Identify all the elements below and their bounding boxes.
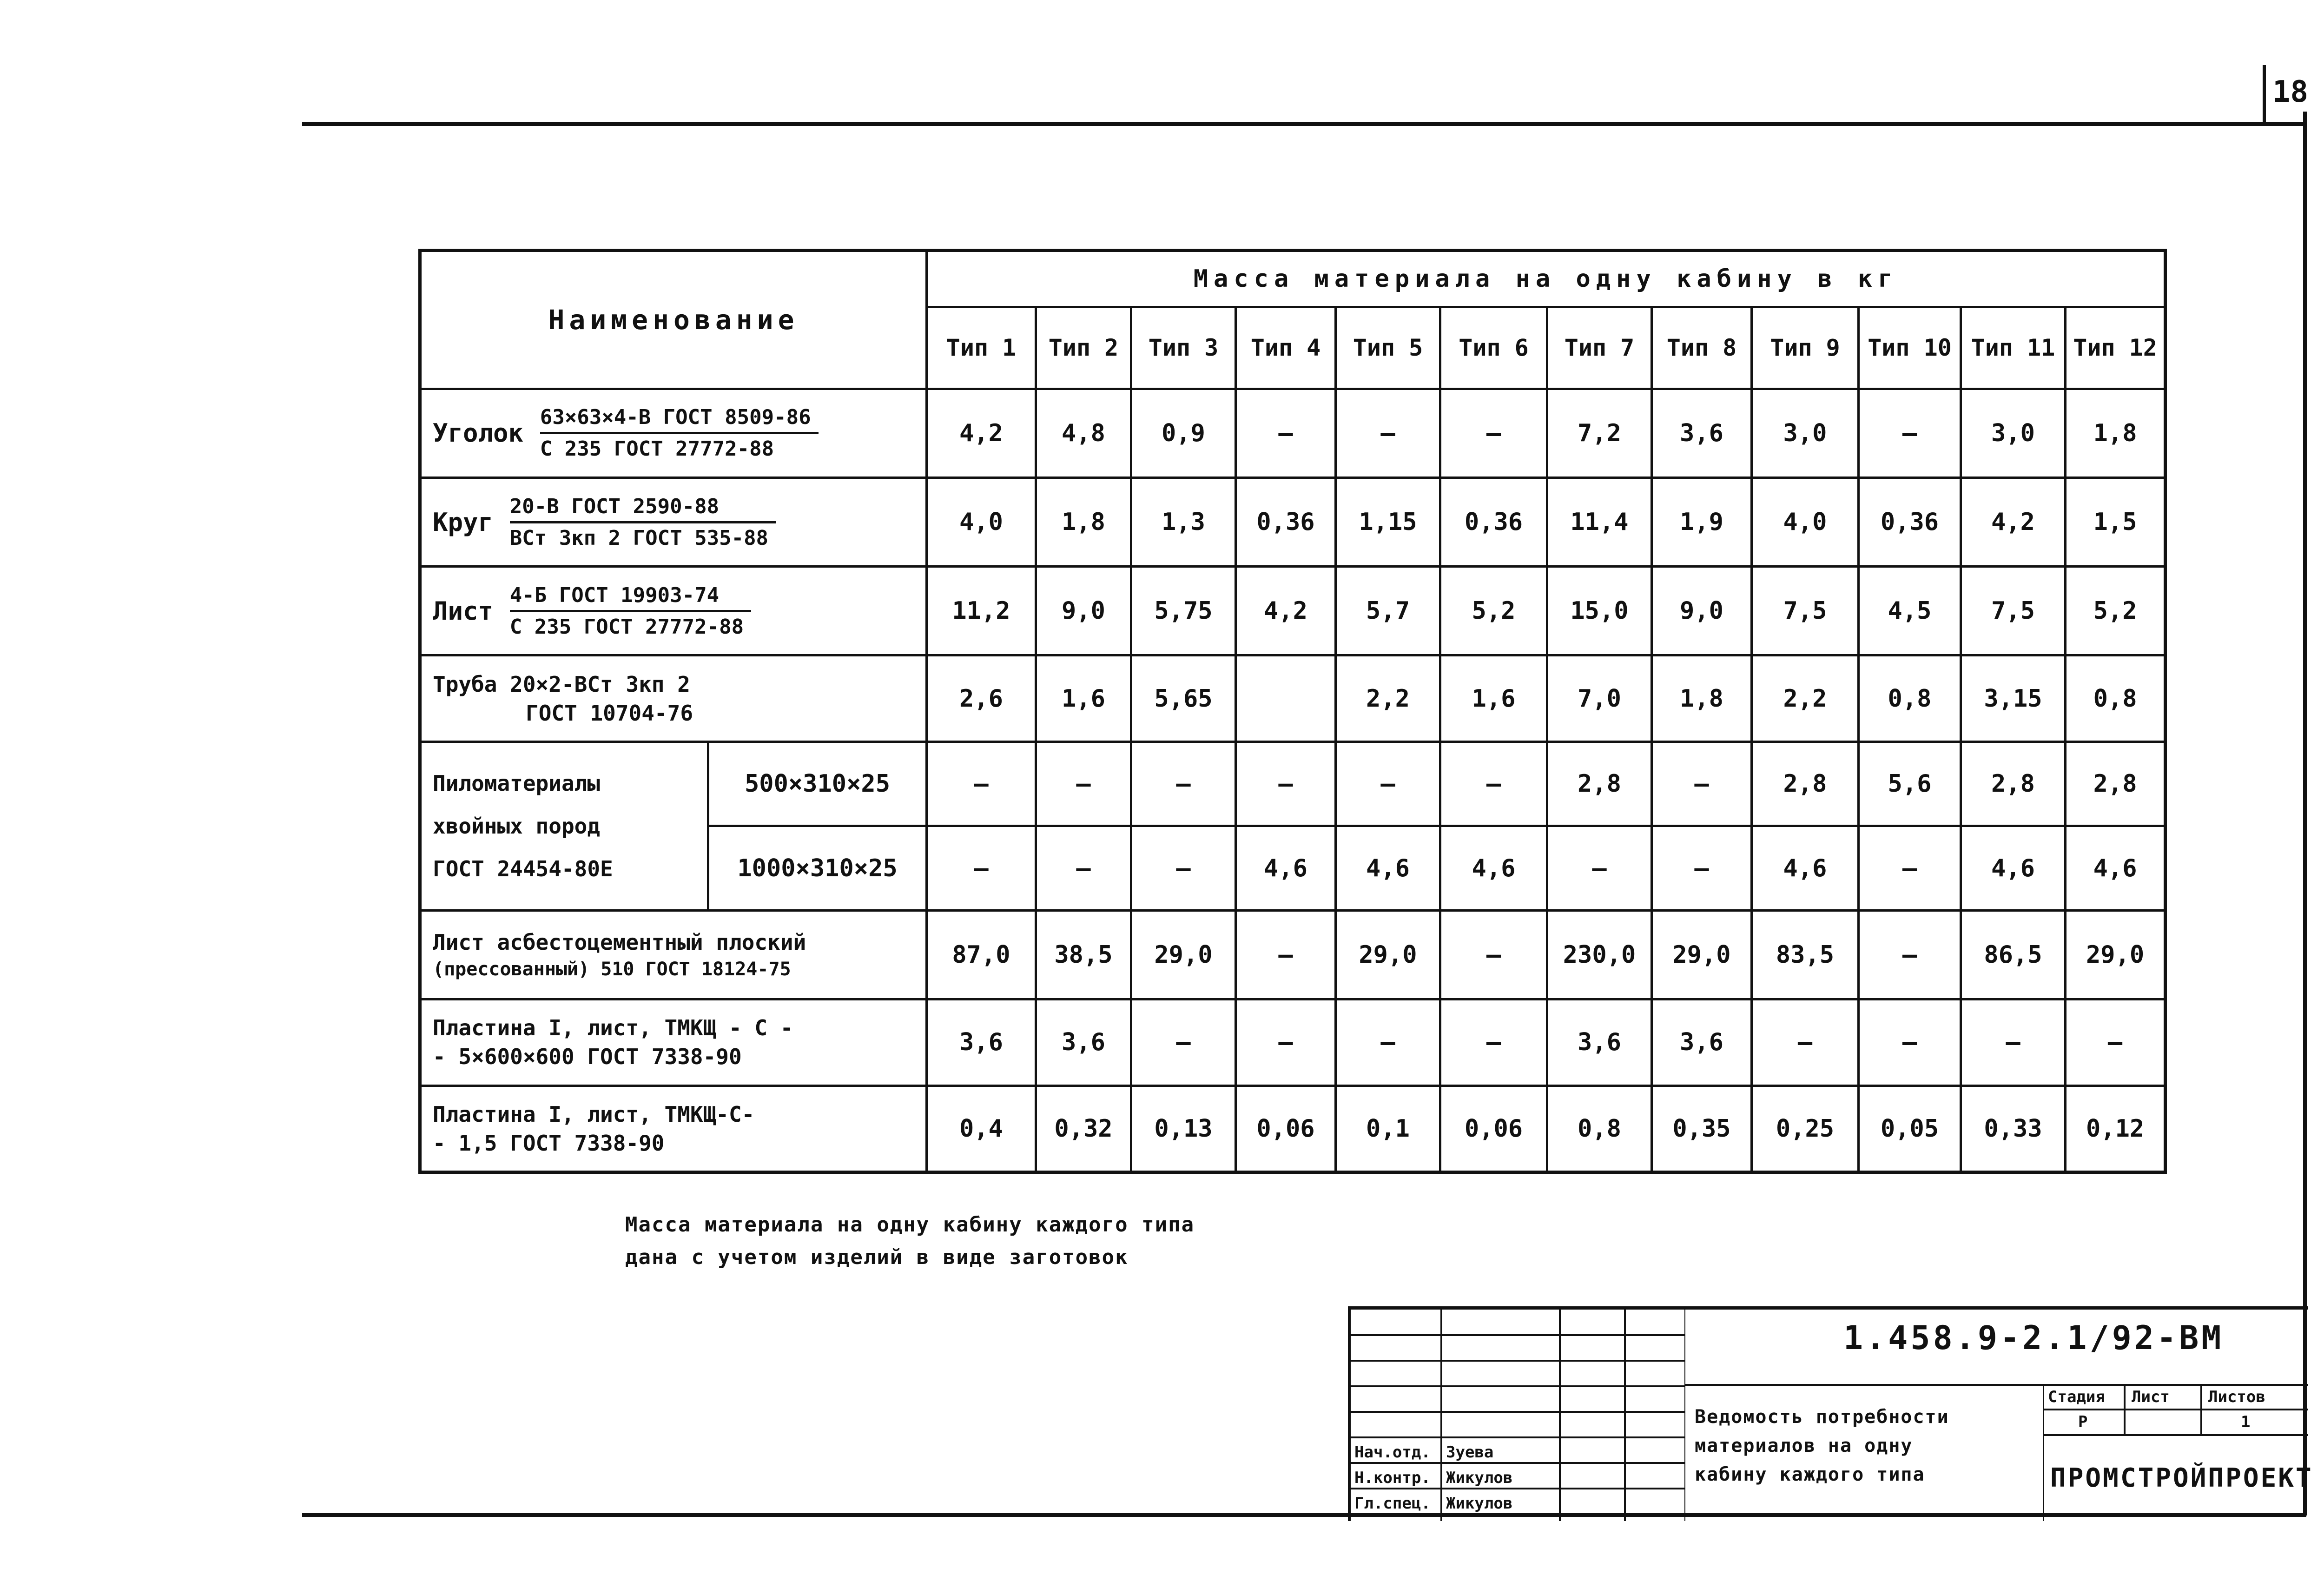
materials-table bbox=[418, 249, 2167, 1174]
value-cell: — bbox=[1236, 910, 1336, 999]
value-cell: 1,8 bbox=[1652, 655, 1752, 742]
value-cell: 1,15 bbox=[1336, 477, 1440, 566]
table-row bbox=[420, 567, 2166, 655]
sheets-label: Листов bbox=[2208, 1388, 2265, 1406]
value-cell: — bbox=[1236, 389, 1336, 477]
value-cell: — bbox=[1859, 910, 1961, 999]
row-prefix: Лист bbox=[433, 596, 494, 626]
document-title bbox=[1695, 1403, 1949, 1489]
row-fraction-top: 63×63×4-В ГОСТ 8509-86 bbox=[540, 405, 819, 434]
row-name bbox=[420, 742, 708, 910]
value-cell: 29,0 bbox=[1336, 910, 1440, 999]
value-cell: 4,6 bbox=[1236, 826, 1336, 910]
row-name-line3: ГОСТ 24454-80Е bbox=[433, 856, 613, 881]
role-name: Жикулов bbox=[1446, 1469, 1513, 1487]
type-header: Тип 4 bbox=[1236, 307, 1336, 389]
value-cell: 0,36 bbox=[1440, 477, 1547, 566]
value-cell: — bbox=[1859, 826, 1961, 910]
role-label: Гл.спец. bbox=[1354, 1494, 1431, 1513]
value-cell: 0,8 bbox=[2066, 655, 2166, 742]
value-cell: 0,06 bbox=[1236, 1085, 1336, 1172]
value-cell: 0,25 bbox=[1752, 1085, 1859, 1172]
title-block-grid bbox=[1351, 1310, 1685, 1521]
row-name bbox=[420, 1085, 927, 1172]
value-cell: — bbox=[2066, 999, 2166, 1085]
value-cell: 0,32 bbox=[1036, 1085, 1131, 1172]
value-cell: — bbox=[1440, 389, 1547, 477]
page-num-divider bbox=[2263, 65, 2266, 123]
value-cell: 0,12 bbox=[2066, 1085, 2166, 1172]
row-prefix: Уголок bbox=[433, 418, 524, 448]
value-cell: 0,36 bbox=[1859, 477, 1961, 566]
row-fraction-top: 20-В ГОСТ 2590-88 bbox=[510, 495, 776, 523]
value-cell: 4,2 bbox=[1236, 567, 1336, 655]
value-cell: 1,6 bbox=[1440, 655, 1547, 742]
value-cell: 2,8 bbox=[1752, 742, 1859, 826]
row-name bbox=[420, 910, 927, 999]
value-cell: — bbox=[1131, 999, 1236, 1085]
table-row bbox=[420, 742, 2166, 826]
value-cell: 1,9 bbox=[1652, 477, 1752, 566]
row-fraction bbox=[510, 495, 776, 550]
row-name bbox=[420, 999, 927, 1085]
value-cell: 0,33 bbox=[1961, 1085, 2066, 1172]
doc-title-line3: кабину каждого типа bbox=[1695, 1464, 1925, 1485]
note bbox=[625, 1209, 1195, 1274]
value-cell: 4,6 bbox=[1440, 826, 1547, 910]
value-cell: 11,2 bbox=[927, 567, 1036, 655]
type-header: Тип 7 bbox=[1547, 307, 1652, 389]
table-row bbox=[420, 910, 2166, 999]
row-name bbox=[420, 655, 927, 742]
value-cell: 3,6 bbox=[1652, 389, 1752, 477]
row-fraction-bottom: ВСт 3кп 2 ГОСТ 535-88 bbox=[509, 526, 769, 550]
value-cell: 0,1 bbox=[1336, 1085, 1440, 1172]
value-cell: 7,2 bbox=[1547, 389, 1652, 477]
value-cell: 3,6 bbox=[1547, 999, 1652, 1085]
value-cell: 7,0 bbox=[1547, 655, 1652, 742]
row-name-line2: ГОСТ 10704-76 bbox=[526, 700, 693, 726]
value-cell: 4,6 bbox=[1336, 826, 1440, 910]
value-cell: — bbox=[1336, 999, 1440, 1085]
type-header: Тип 5 bbox=[1336, 307, 1440, 389]
type-header: Тип 2 bbox=[1036, 307, 1131, 389]
value-cell: 86,5 bbox=[1961, 910, 2066, 999]
value-cell: 2,2 bbox=[1752, 655, 1859, 742]
type-header: Тип 6 bbox=[1440, 307, 1547, 389]
type-header: Тип 12 bbox=[2066, 307, 2166, 389]
value-cell: — bbox=[1336, 742, 1440, 826]
note-line1: Масса материала на одну кабину каждого типа bbox=[625, 1213, 1195, 1237]
value-cell: — bbox=[927, 826, 1036, 910]
value-cell: 230,0 bbox=[1547, 910, 1652, 999]
value-cell: 4,2 bbox=[927, 389, 1036, 477]
value-cell: — bbox=[927, 742, 1036, 826]
value-cell: 4,6 bbox=[1752, 826, 1859, 910]
row-name-line1: Пластина I, лист, ТМКЩ-С- bbox=[433, 1101, 755, 1127]
value-cell: 0,05 bbox=[1859, 1085, 1961, 1172]
value-cell: 5,75 bbox=[1131, 567, 1236, 655]
table-row bbox=[420, 1085, 2166, 1172]
value-cell: 5,6 bbox=[1859, 742, 1961, 826]
value-cell: — bbox=[1036, 826, 1131, 910]
value-cell: — bbox=[1336, 389, 1440, 477]
row-name-line1: Пиломатериалы bbox=[433, 770, 601, 796]
value-cell: 0,8 bbox=[1859, 655, 1961, 742]
value-cell: 15,0 bbox=[1547, 567, 1652, 655]
value-cell: 1,6 bbox=[1036, 655, 1131, 742]
value-cell: 5,7 bbox=[1336, 567, 1440, 655]
value-cell: 3,6 bbox=[1652, 999, 1752, 1085]
row-name-line2: (прессованный) 510 ГОСТ 18124-75 bbox=[433, 958, 791, 980]
value-cell: 11,4 bbox=[1547, 477, 1652, 566]
value-cell: 2,8 bbox=[1547, 742, 1652, 826]
value-cell: — bbox=[1440, 742, 1547, 826]
doc-title-line1: Ведомость потребности bbox=[1695, 1406, 1949, 1428]
row-name-line2: - 1,5 ГОСТ 7338-90 bbox=[433, 1130, 665, 1156]
row-fraction-bottom: С 235 ГОСТ 27772-88 bbox=[509, 615, 744, 639]
row-fraction-bottom: С 235 ГОСТ 27772-88 bbox=[540, 437, 774, 461]
value-cell bbox=[1236, 655, 1336, 742]
value-cell: 1,5 bbox=[2066, 477, 2166, 566]
role-name: Зуева bbox=[1446, 1443, 1494, 1462]
value-cell: 4,0 bbox=[927, 477, 1036, 566]
value-cell: — bbox=[1036, 742, 1131, 826]
value-cell: 5,2 bbox=[1440, 567, 1547, 655]
sheet-label: Лист bbox=[2132, 1388, 2170, 1406]
row-name-line1: Лист асбестоцементный плоский bbox=[433, 929, 806, 955]
row-name-line1: Пластина I, лист, ТМКЩ - С - bbox=[433, 1015, 793, 1041]
type-header: Тип 9 bbox=[1752, 307, 1859, 389]
value-cell: 4,8 bbox=[1036, 389, 1131, 477]
value-cell: 9,0 bbox=[1652, 567, 1752, 655]
value-cell: — bbox=[1236, 999, 1336, 1085]
row-name-line2: хвойных пород bbox=[433, 813, 601, 839]
value-cell: — bbox=[1859, 389, 1961, 477]
value-cell: 4,2 bbox=[1961, 477, 2066, 566]
document-code: 1.458.9-2.1/92-ВМ bbox=[1843, 1319, 2224, 1357]
role-label: Н.контр. bbox=[1354, 1469, 1431, 1487]
value-cell: 3,15 bbox=[1961, 655, 2066, 742]
value-cell: — bbox=[1440, 999, 1547, 1085]
row-name-line1: Труба 20×2-ВСт 3кп 2 bbox=[433, 671, 690, 697]
row-fraction bbox=[510, 583, 751, 639]
value-cell: 2,8 bbox=[1961, 742, 2066, 826]
role-name: Жикулов bbox=[1446, 1494, 1513, 1513]
value-cell: 1,8 bbox=[1036, 477, 1131, 566]
page-number: 18 bbox=[2272, 74, 2309, 109]
value-cell: 0,8 bbox=[1547, 1085, 1652, 1172]
table-row bbox=[420, 389, 2166, 477]
value-cell: 7,5 bbox=[1961, 567, 2066, 655]
value-cell: 0,4 bbox=[927, 1085, 1036, 1172]
value-cell: — bbox=[1859, 999, 1961, 1085]
stage-label: Стадия bbox=[2048, 1388, 2105, 1406]
value-cell: 5,65 bbox=[1131, 655, 1236, 742]
note-line2: дана с учетом изделий в виде заготовок bbox=[625, 1245, 1129, 1270]
value-cell: 83,5 bbox=[1752, 910, 1859, 999]
value-cell: — bbox=[1440, 910, 1547, 999]
type-header: Тип 1 bbox=[927, 307, 1036, 389]
row-name-line2: - 5×600×600 ГОСТ 7338-90 bbox=[433, 1044, 742, 1070]
value-cell: 2,8 bbox=[2066, 742, 2166, 826]
value-cell: — bbox=[1131, 826, 1236, 910]
stage-value: Р bbox=[2078, 1413, 2088, 1431]
value-cell: 3,0 bbox=[1961, 389, 2066, 477]
value-cell: 3,6 bbox=[927, 999, 1036, 1085]
value-cell: 0,35 bbox=[1652, 1085, 1752, 1172]
value-cell: — bbox=[1547, 826, 1652, 910]
type-header: Тип 11 bbox=[1961, 307, 2066, 389]
table-row bbox=[420, 477, 2166, 566]
row-name bbox=[420, 477, 927, 566]
value-cell: — bbox=[1652, 742, 1752, 826]
value-cell: 0,9 bbox=[1131, 389, 1236, 477]
doc-title-line2: материалов на одну bbox=[1695, 1435, 1913, 1456]
value-cell: 2,2 bbox=[1336, 655, 1440, 742]
right-border-line bbox=[2303, 112, 2307, 1516]
row-fraction bbox=[540, 405, 819, 461]
value-cell: 29,0 bbox=[2066, 910, 2166, 999]
value-cell: 38,5 bbox=[1036, 910, 1131, 999]
value-cell: 29,0 bbox=[1131, 910, 1236, 999]
row-fraction-top: 4-Б ГОСТ 19903-74 bbox=[510, 583, 751, 612]
type-header: Тип 10 bbox=[1859, 307, 1961, 389]
header-name: Наименование bbox=[420, 251, 927, 389]
value-cell: 0,06 bbox=[1440, 1085, 1547, 1172]
size-cell: 1000×310×25 bbox=[708, 826, 927, 910]
value-cell: 3,0 bbox=[1752, 389, 1859, 477]
value-cell: 2,6 bbox=[927, 655, 1036, 742]
value-cell: — bbox=[1961, 999, 2066, 1085]
value-cell: — bbox=[1752, 999, 1859, 1085]
value-cell: 4,5 bbox=[1859, 567, 1961, 655]
value-cell: — bbox=[1652, 826, 1752, 910]
role-label: Нач.отд. bbox=[1354, 1443, 1431, 1462]
value-cell: 4,6 bbox=[1961, 826, 2066, 910]
value-cell: 1,3 bbox=[1131, 477, 1236, 566]
top-border-line bbox=[302, 122, 2305, 126]
title-block bbox=[1348, 1306, 2313, 1521]
value-cell: 29,0 bbox=[1652, 910, 1752, 999]
organization-name: ПРОМСТРОЙПРОЕКТ bbox=[2050, 1463, 2313, 1493]
value-cell: 5,2 bbox=[2066, 567, 2166, 655]
type-header: Тип 8 bbox=[1652, 307, 1752, 389]
value-cell: 3,6 bbox=[1036, 999, 1131, 1085]
table-row bbox=[420, 999, 2166, 1085]
value-cell: 0,36 bbox=[1236, 477, 1336, 566]
value-cell: — bbox=[1236, 742, 1336, 826]
value-cell: 0,13 bbox=[1131, 1085, 1236, 1172]
value-cell: 1,8 bbox=[2066, 389, 2166, 477]
row-name bbox=[420, 389, 927, 477]
table-row bbox=[420, 655, 2166, 742]
value-cell: 9,0 bbox=[1036, 567, 1131, 655]
type-header: Тип 3 bbox=[1131, 307, 1236, 389]
row-prefix: Круг bbox=[433, 507, 494, 537]
value-cell: 87,0 bbox=[927, 910, 1036, 999]
size-cell: 500×310×25 bbox=[708, 742, 927, 826]
sheets-value: 1 bbox=[2241, 1413, 2251, 1431]
row-name bbox=[420, 567, 927, 655]
header-mass: Масса материала на одну кабину в кг bbox=[927, 251, 2166, 307]
value-cell: — bbox=[1131, 742, 1236, 826]
value-cell: 7,5 bbox=[1752, 567, 1859, 655]
value-cell: 4,6 bbox=[2066, 826, 2166, 910]
value-cell: 4,0 bbox=[1752, 477, 1859, 566]
